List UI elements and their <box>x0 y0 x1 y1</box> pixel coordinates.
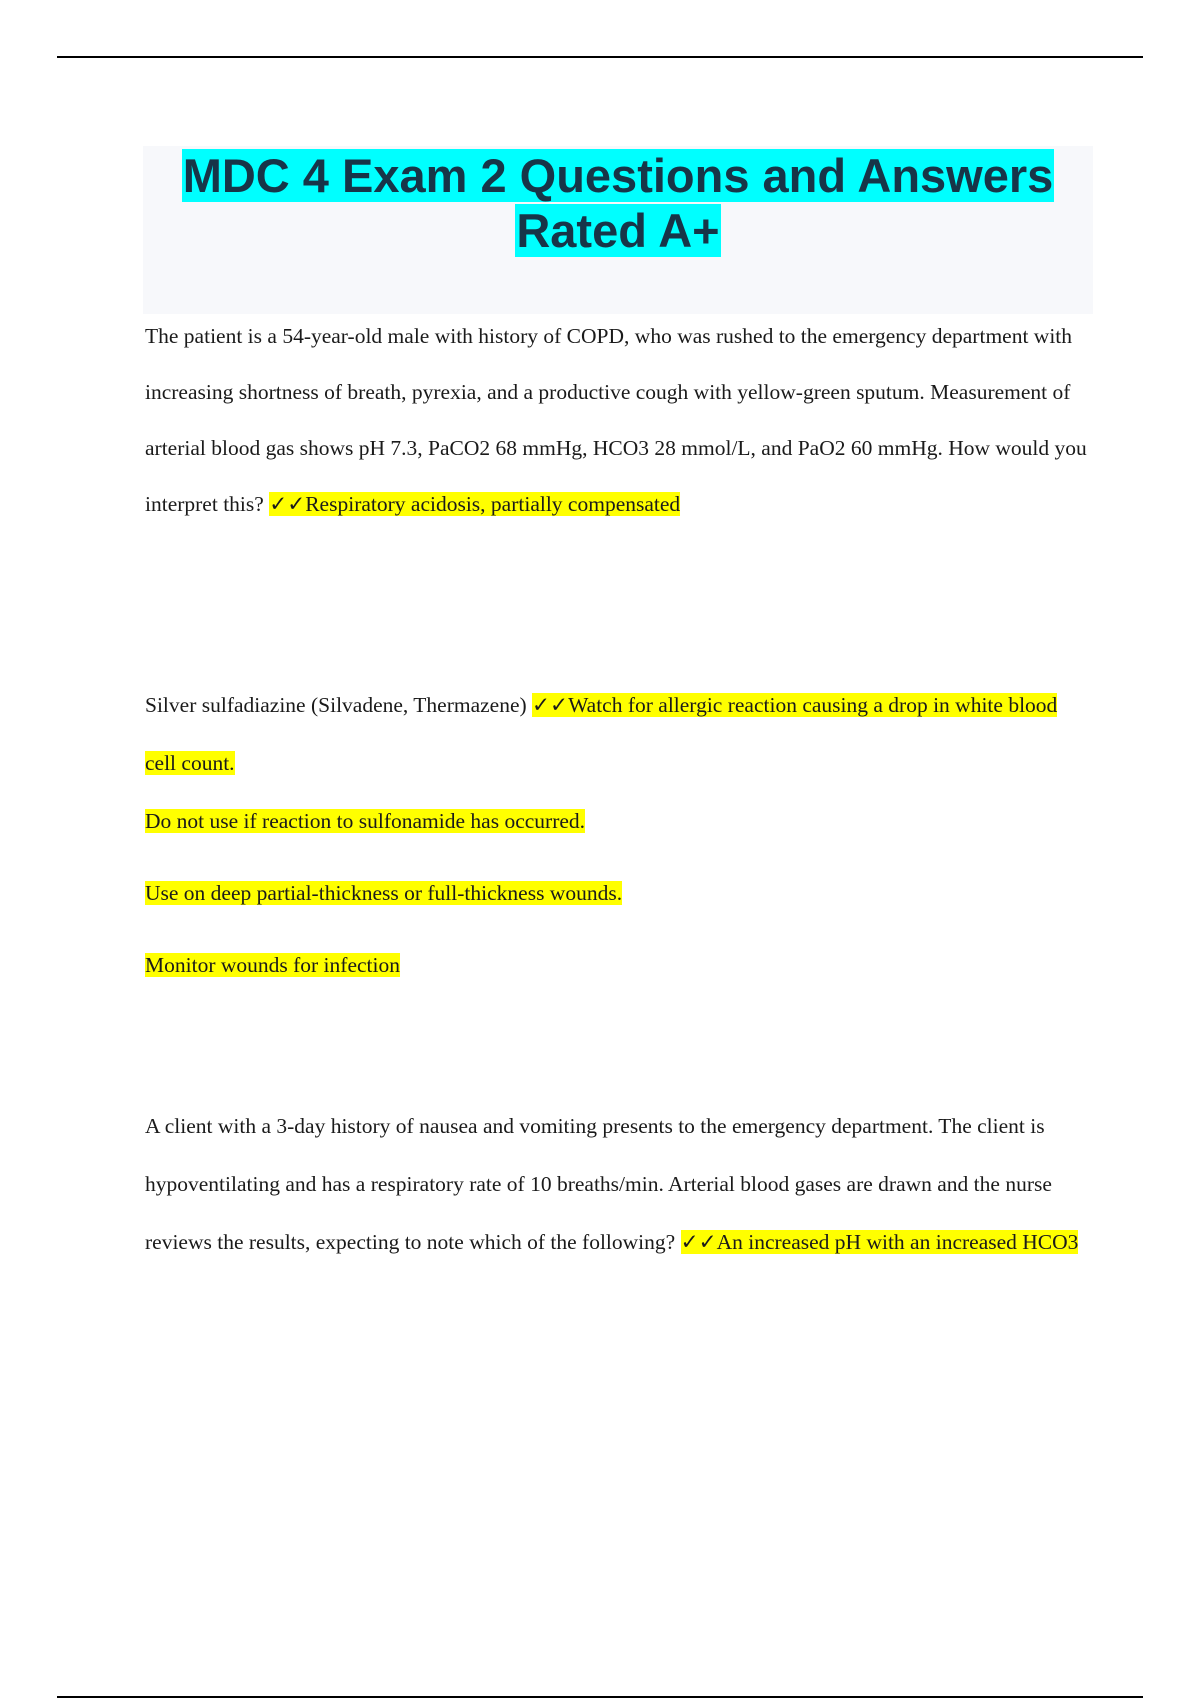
question-3-text: A client with a 3-day history of nausea and vomiting presents to the emergency department. The client is hypoventilating and has a respiratory rate of 10 breaths/min. Arterial blood gases are drawn and the nurse reviews the results, expecting to note which of the following? <box>145 1114 1052 1254</box>
answer-1-highlight <box>269 492 680 516</box>
title-band <box>143 146 1093 314</box>
answer-2-line-1: Watch for allergic reaction causing a drop in white blood cell count. <box>145 693 1058 775</box>
title-line-2: Rated A+ <box>516 204 720 257</box>
qa-item-2 <box>145 676 1090 1008</box>
answer-2-line-3: Use on deep partial-thickness or full-thickness wounds. <box>145 881 623 905</box>
checkmark-icon: ✓✓ <box>532 693 569 717</box>
answer-2-line-4-row <box>145 936 1090 1008</box>
checkmark-icon: ✓✓ <box>680 1230 717 1254</box>
title-line-1: MDC 4 Exam 2 Questions and Answers <box>182 149 1054 202</box>
question-2-text: Silver sulfadiazine (Silvadene, Thermazene) <box>145 693 527 717</box>
bottom-rule <box>57 1696 1143 1698</box>
document-title <box>143 146 1093 258</box>
answer-2-line-2: Do not use if reaction to sulfonamide has occurred. <box>145 809 586 833</box>
qa-item-3 <box>145 1097 1090 1271</box>
answer-1-text: Respiratory acidosis, partially compensated <box>305 492 681 516</box>
qa-item-1 <box>145 308 1090 532</box>
qa-item-1-text <box>145 308 1090 532</box>
answer-2-line-4: Monitor wounds for infection <box>145 953 400 977</box>
checkmark-icon: ✓✓ <box>269 492 306 516</box>
qa-item-3-text <box>145 1097 1090 1271</box>
answer-3-text: An increased pH with an increased HCO3 <box>716 1230 1079 1254</box>
qa-item-2-text <box>145 676 1090 792</box>
question-1-text: The patient is a 54-year-old male with history of COPD, who was rushed to the emergency department with increasing shortness of breath, pyrexia, and a productive cough with yellow-green sputum. Measurement of arterial blood gas shows pH 7.3, PaCO2 68 mmHg, HCO3 28 mmol/L, and PaO2 60 mmHg. How would you interpret this? <box>145 324 1087 516</box>
answer-3-highlight <box>681 1230 1079 1254</box>
answer-2-line-2-row <box>145 792 1090 864</box>
top-rule <box>57 56 1143 58</box>
answer-2-line-3-row <box>145 864 1090 936</box>
